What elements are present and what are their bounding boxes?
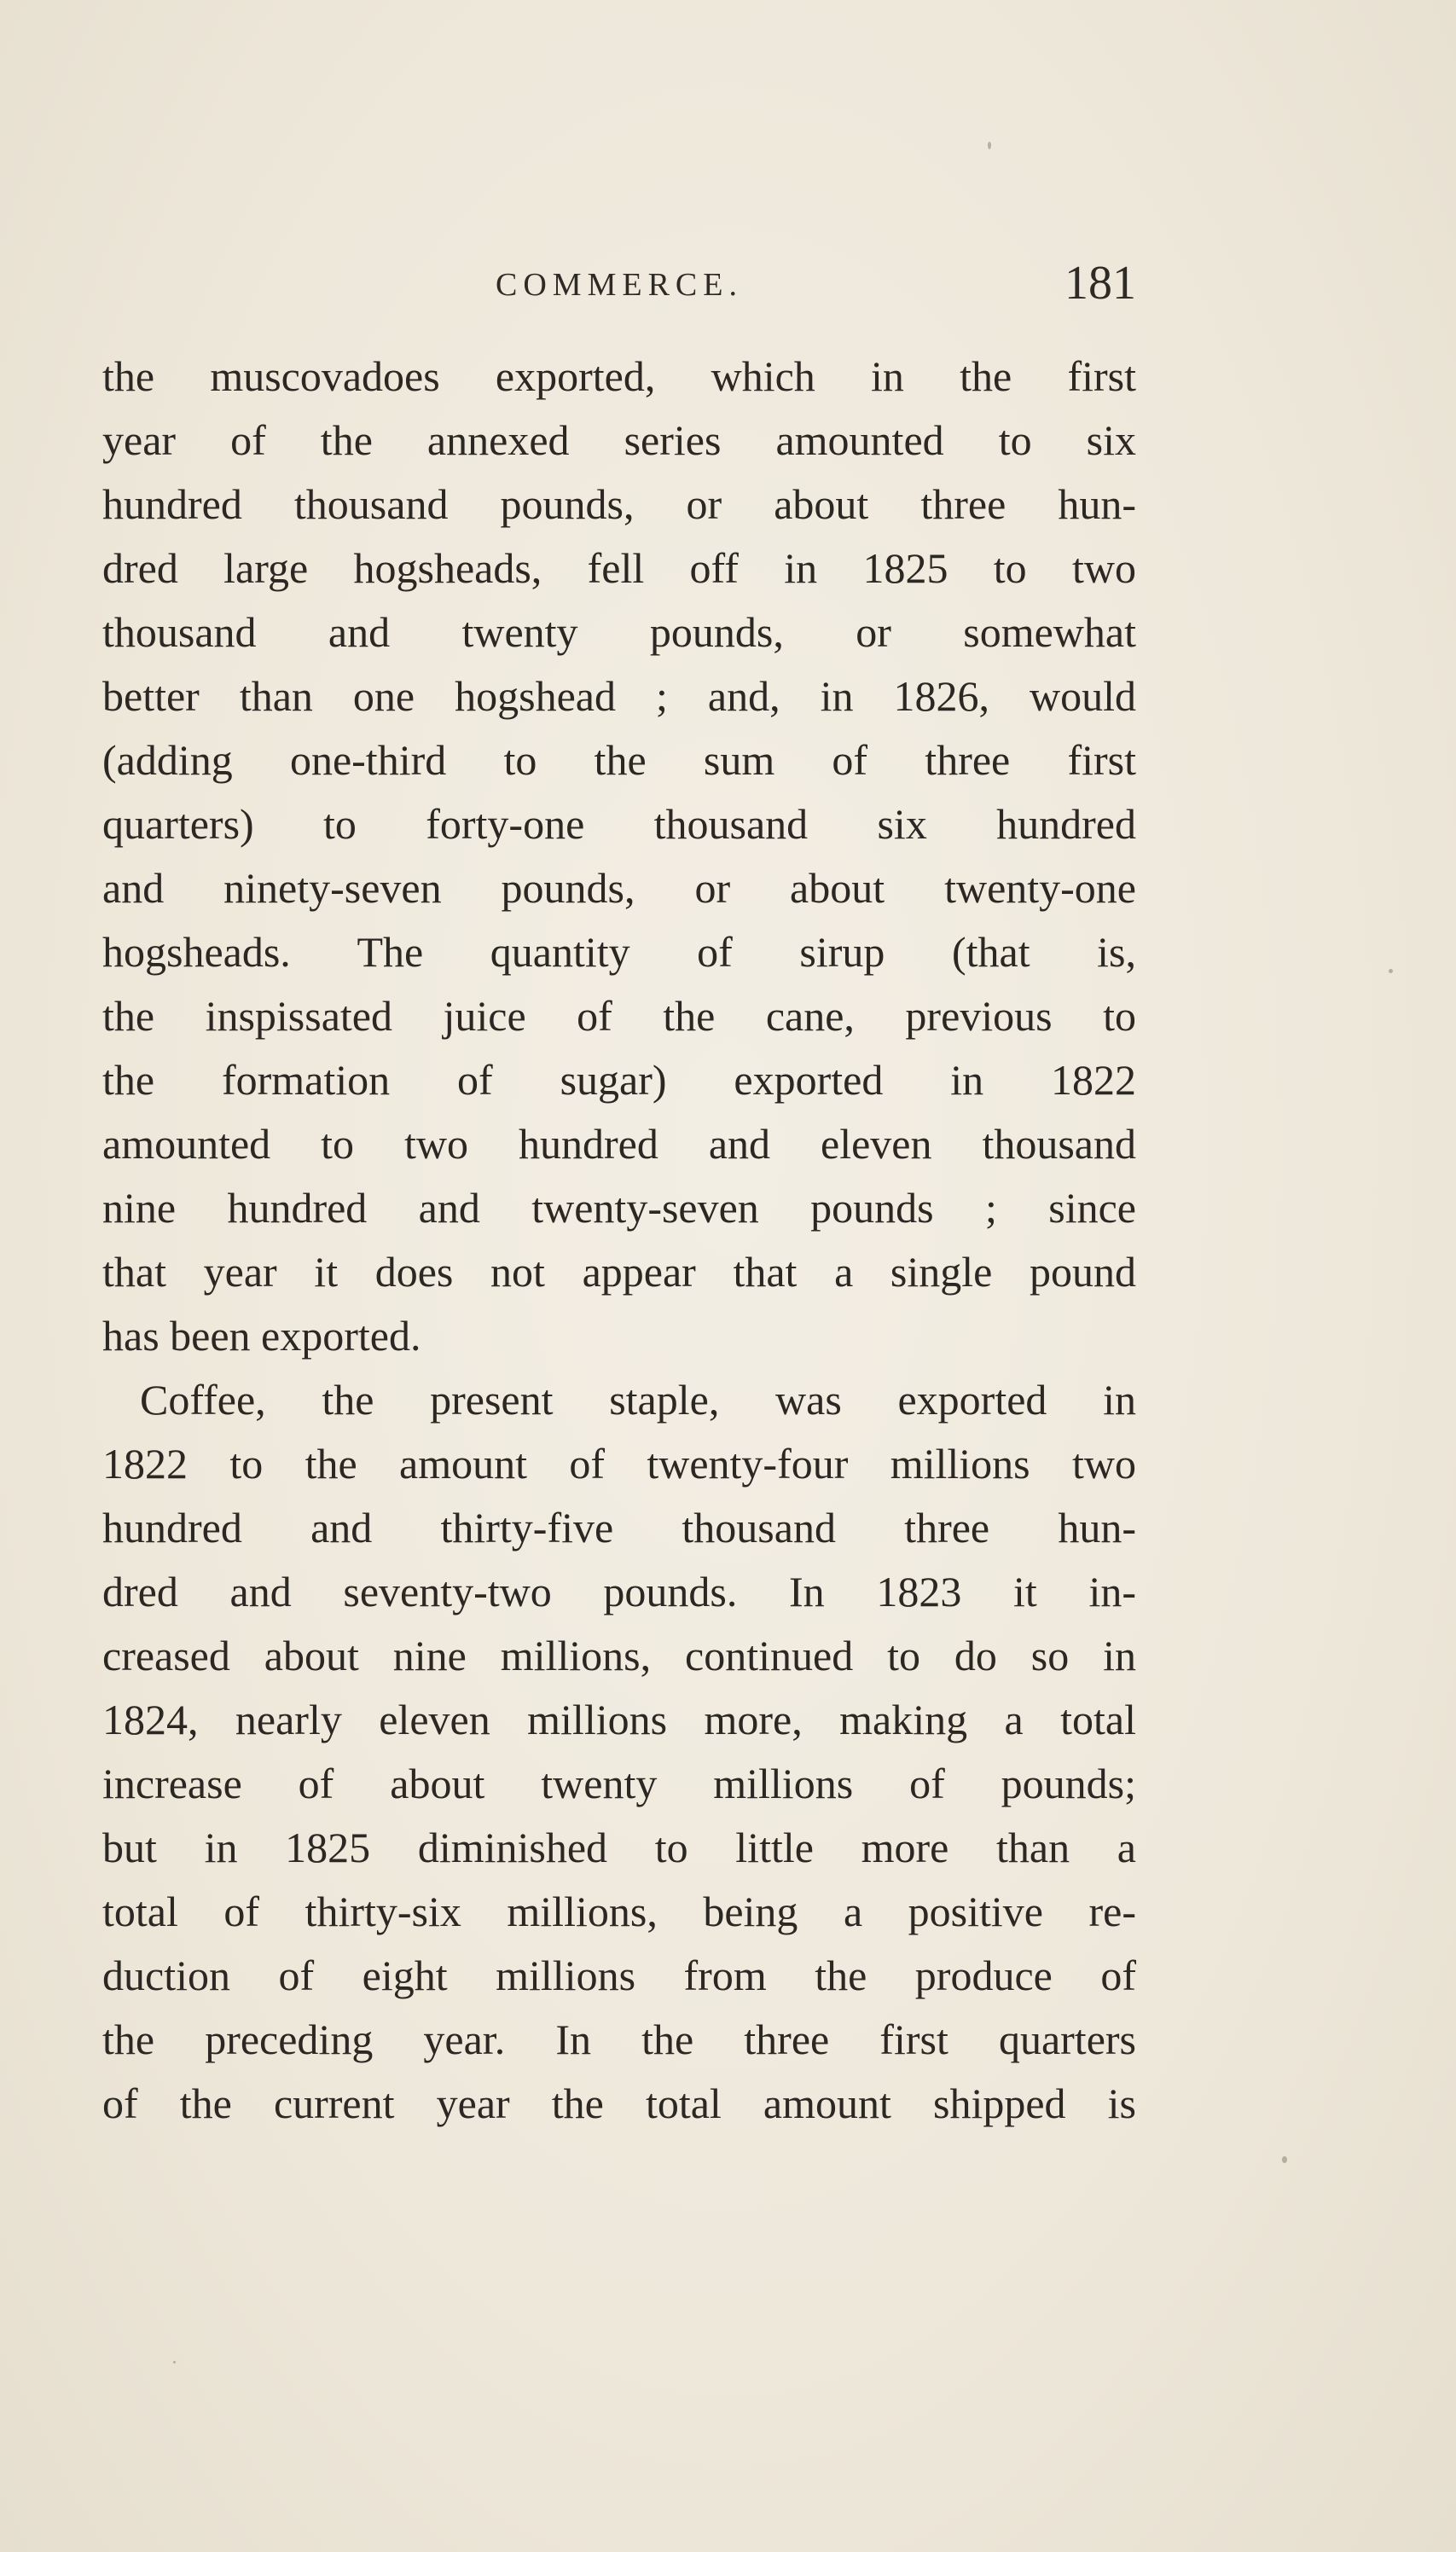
paper-speck bbox=[988, 142, 991, 149]
paragraph-coffee bbox=[102, 1368, 1136, 2136]
text-line: Coffee, the present staple, was exported in bbox=[140, 1376, 1136, 1424]
text-line: duction of eight millions from the produce of bbox=[102, 1952, 1136, 1999]
text-line: but in 1825 diminished to little more than a bbox=[102, 1824, 1136, 1871]
text-line: increase of about twenty millions of pounds; bbox=[102, 1760, 1136, 1807]
text-line: hogsheads. The quantity of sirup (that is, bbox=[102, 928, 1136, 976]
text-line: better than one hogshead ; and, in 1826, would bbox=[102, 672, 1136, 720]
text-line: hundred thousand pounds, or about three hun- bbox=[102, 480, 1136, 528]
text-line: 1824, nearly eleven millions more, making a total bbox=[102, 1696, 1136, 1743]
text-line: that year it does not appear that a single pound bbox=[102, 1248, 1136, 1296]
body-text bbox=[102, 345, 1136, 2136]
paragraph-continued bbox=[102, 345, 1136, 1368]
text-line: 1822 to the amount of twenty-four millions two bbox=[102, 1440, 1136, 1488]
text-line: hundred and thirty-five thousand three hun- bbox=[102, 1504, 1136, 1552]
text-line: nine hundred and twenty-seven pounds ; since bbox=[102, 1184, 1136, 1232]
text-line: of the current year the total amount shipped is bbox=[102, 2079, 1136, 2127]
text-line: has been exported. bbox=[102, 1312, 421, 1360]
text-line: thousand and twenty pounds, or somewhat bbox=[102, 608, 1136, 656]
page-number: 181 bbox=[1064, 257, 1136, 310]
page-header bbox=[102, 256, 1136, 324]
text-line: the inspissated juice of the cane, previous to bbox=[102, 992, 1136, 1040]
text-line: dred and seventy-two pounds. In 1823 it in- bbox=[102, 1568, 1136, 1615]
text-line: the formation of sugar) exported in 1822 bbox=[102, 1056, 1136, 1104]
text-line: total of thirty-six millions, being a positive re- bbox=[102, 1888, 1136, 1935]
text-line: the muscovadoes exported, which in the first bbox=[102, 352, 1136, 400]
running-title: COMMERCE. bbox=[496, 267, 743, 303]
text-line: year of the annexed series amounted to six bbox=[102, 416, 1136, 464]
text-line: creased about nine millions, continued to do so in bbox=[102, 1632, 1136, 1679]
text-line: (adding one-third to the sum of three first bbox=[102, 736, 1136, 784]
text-line: the preceding year. In the three first quarters bbox=[102, 2016, 1136, 2063]
text-line: and ninety-seven pounds, or about twenty-one bbox=[102, 864, 1136, 912]
paper-speck bbox=[173, 2361, 176, 2364]
text-line: dred large hogsheads, fell off in 1825 to two bbox=[102, 544, 1136, 592]
text-line: amounted to two hundred and eleven thousand bbox=[102, 1120, 1136, 1168]
paper-speck bbox=[1389, 969, 1393, 973]
text-line: quarters) to forty-one thousand six hundred bbox=[102, 800, 1136, 848]
paper-speck bbox=[1282, 2156, 1287, 2163]
